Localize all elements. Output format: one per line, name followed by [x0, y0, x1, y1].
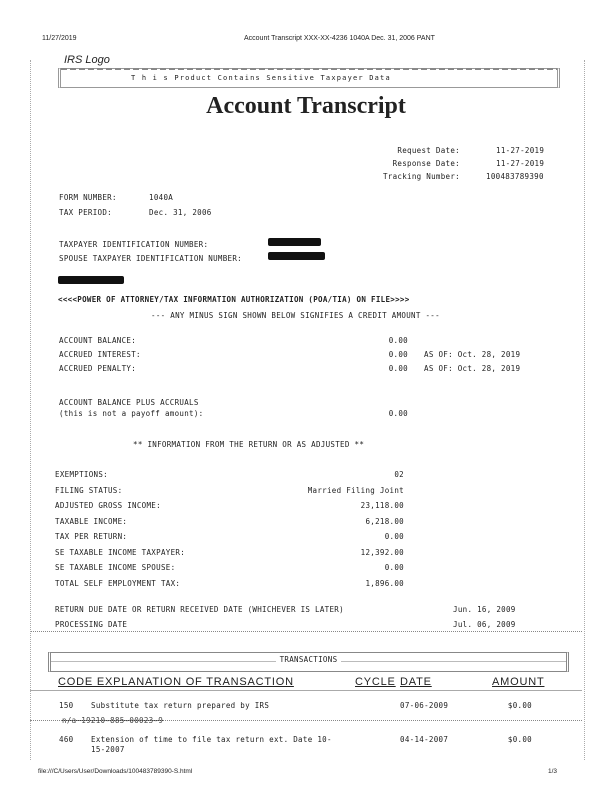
- page-title: Account Transcript: [206, 93, 406, 119]
- spouse-tin-label: SPOUSE TAXPAYER IDENTIFICATION NUMBER:: [59, 254, 242, 263]
- return-info-value: 1,896.00: [365, 579, 404, 588]
- return-info-header: ** INFORMATION FROM THE RETURN OR AS ADJUSTED **: [133, 440, 365, 449]
- tin-label: TAXPAYER IDENTIFICATION NUMBER:: [59, 240, 209, 249]
- amount-header: AMOUNT: [492, 676, 545, 688]
- tracking-number-label: Tracking Number:: [382, 172, 460, 181]
- response-date-label: Response Date:: [392, 159, 460, 168]
- accrued-penalty-value: 0.00: [388, 364, 408, 373]
- return-info-label: TAXABLE INCOME:: [55, 517, 128, 526]
- accrued-interest-asof: AS OF: Oct. 28, 2019: [424, 350, 521, 359]
- tracking-number-value: 100483789390: [486, 172, 544, 181]
- return-info-value: 6,218.00: [365, 517, 404, 526]
- transaction-amount: $0.00: [507, 701, 532, 710]
- accrued-interest-value: 0.00: [388, 350, 408, 359]
- accrued-penalty-label: ACCRUED PENALTY:: [59, 364, 137, 373]
- form-number-label: FORM NUMBER:: [59, 193, 117, 202]
- return-due-value: Jun. 16, 2009: [453, 605, 516, 614]
- transaction-explanation-cont: 15-2007: [91, 745, 125, 754]
- header-rule: [30, 690, 582, 691]
- return-info-label: TOTAL SELF EMPLOYMENT TAX:: [55, 579, 181, 588]
- return-info-label: FILING STATUS:: [55, 486, 123, 495]
- left-margin-edge: [30, 60, 31, 760]
- return-info-label: ADJUSTED GROSS INCOME:: [55, 501, 161, 510]
- row-divider: [30, 720, 582, 721]
- code-explanation-header: CODE EXPLANATION OF TRANSACTION: [58, 676, 294, 688]
- return-info-value: 02: [394, 470, 404, 479]
- irs-logo: [64, 54, 110, 66]
- processing-date-value: Jul. 06, 2009: [453, 620, 516, 629]
- return-info-label: EXEMPTIONS:: [55, 470, 108, 479]
- transaction-amount: $0.00: [507, 735, 532, 744]
- return-info-value: Married Filing Joint: [307, 486, 404, 495]
- account-balance-label: ACCOUNT BALANCE:: [59, 336, 137, 345]
- cycle-header: CYCLE: [355, 676, 396, 688]
- return-info-label: TAX PER RETURN:: [55, 532, 128, 541]
- balance-plus-accruals-label: ACCOUNT BALANCE PLUS ACCRUALS: [59, 398, 199, 407]
- banner-text: T h i s Product Contains Sensitive Taxpayer Data: [131, 74, 391, 82]
- minus-sign-note: --- ANY MINUS SIGN SHOWN BELOW SIGNIFIES A CREDIT AMOUNT ---: [151, 311, 440, 320]
- page-number: 1/3: [548, 768, 558, 775]
- print-date: 11/27/2019: [42, 35, 77, 42]
- footer-path: file:///C/Users/User/Downloads/100483789390-S.html: [38, 768, 193, 775]
- transaction-explanation: Substitute tax return prepared by IRS: [91, 701, 270, 710]
- transactions-banner: [48, 652, 569, 672]
- tax-period-label: TAX PERIOD:: [59, 208, 112, 217]
- date-header: DATE: [400, 676, 432, 688]
- balance-plus-accruals-value: 0.00: [388, 409, 408, 418]
- print-title: Account Transcript XXX-XX-4236 1040A Dec. 31, 2006 PANT: [244, 35, 435, 42]
- payoff-note: (this is not a payoff amount):: [59, 409, 204, 418]
- return-info-value: 0.00: [384, 532, 404, 541]
- response-date-value: 11-27-2019: [496, 159, 545, 168]
- transaction-date: 07-06-2009: [400, 701, 449, 710]
- logo-text: IRS Logo: [64, 54, 110, 66]
- accrued-interest-label: ACCRUED INTEREST:: [59, 350, 141, 359]
- processing-date-label: PROCESSING DATE: [55, 620, 128, 629]
- transactions-title: TRANSACTIONS: [51, 655, 566, 664]
- struck-reference-line: n/a 19210-885-00023-9: [62, 716, 164, 725]
- spouse-tin-redaction: [268, 252, 325, 260]
- request-date-value: 11-27-2019: [496, 146, 545, 155]
- divider: [30, 631, 582, 632]
- tin-redaction: [268, 238, 321, 246]
- return-info-value: 0.00: [384, 563, 404, 572]
- account-balance-value: 0.00: [388, 336, 408, 345]
- transaction-code: 150: [59, 701, 74, 710]
- return-info-value: 23,118.00: [360, 501, 404, 510]
- tax-period-value: Dec. 31, 2006: [149, 208, 212, 217]
- request-date-label: Request Date:: [397, 146, 460, 155]
- poa-line: <<<<POWER OF ATTORNEY/TAX INFORMATION AUTHORIZATION (POA/TIA) ON FILE>>>>: [58, 295, 410, 304]
- return-due-label: RETURN DUE DATE OR RETURN RECEIVED DATE (WHICHEVER IS LATER): [55, 605, 344, 614]
- transaction-date: 04-14-2007: [400, 735, 449, 744]
- banner-noise: [61, 68, 557, 70]
- transaction-code: 460: [59, 735, 74, 744]
- accrued-penalty-asof: AS OF: Oct. 28, 2019: [424, 364, 521, 373]
- name-redaction: [58, 276, 124, 284]
- right-margin-edge: [584, 60, 585, 760]
- return-info-value: 12,392.00: [360, 548, 404, 557]
- return-info-label: SE TAXABLE INCOME SPOUSE:: [55, 563, 176, 572]
- transaction-explanation: Extension of time to file tax return ext. Date 10-: [91, 735, 332, 744]
- return-info-label: SE TAXABLE INCOME TAXPAYER:: [55, 548, 186, 557]
- sensitive-banner: [58, 68, 560, 88]
- form-number-value: 1040A: [149, 193, 174, 202]
